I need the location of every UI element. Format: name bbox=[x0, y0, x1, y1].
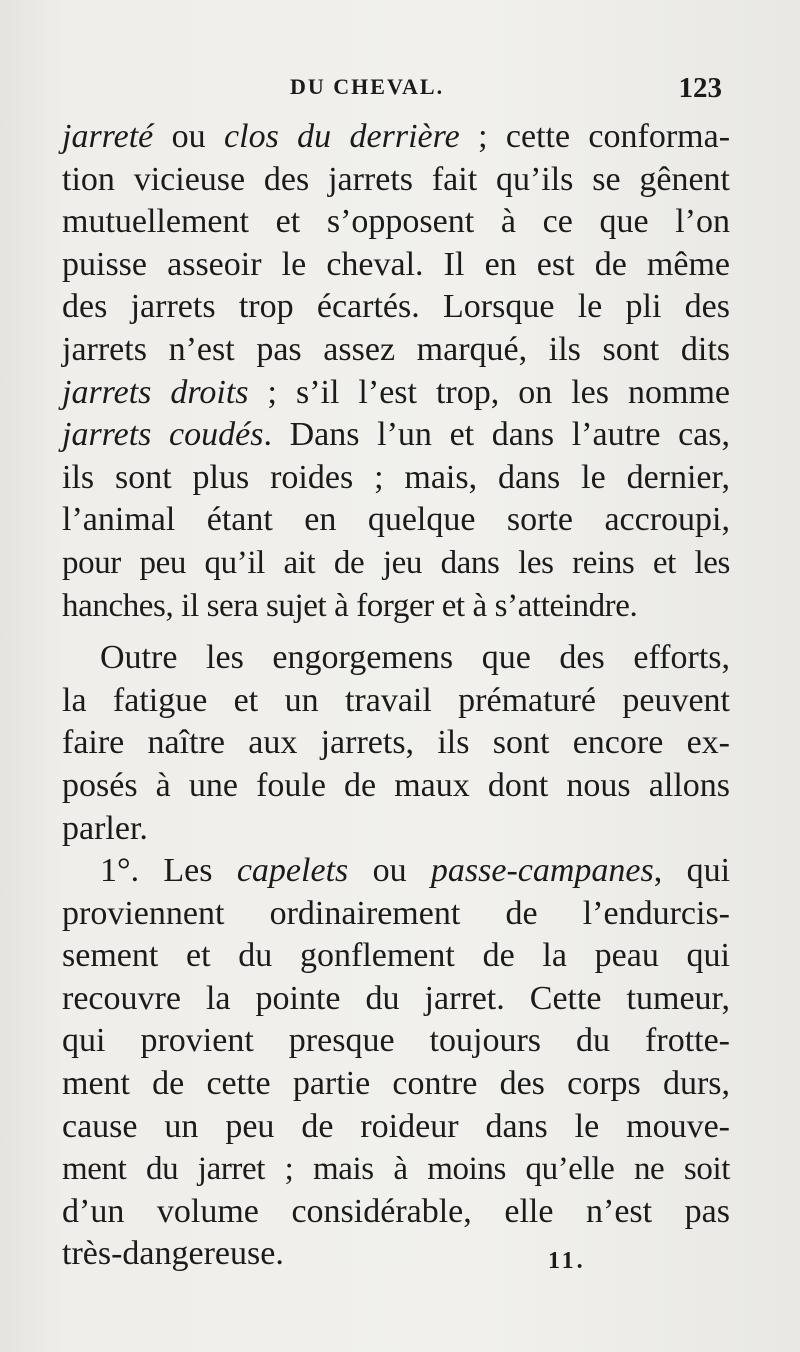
text-line: parler. bbox=[62, 809, 148, 847]
text-line: 1°. Les capelets ou passe-campanes, qui bbox=[100, 852, 731, 890]
text-line: puisse asseoir le cheval. Il en est de même bbox=[62, 245, 730, 283]
signature-mark: 11. bbox=[548, 1248, 586, 1274]
text-line: cause un peu de roideur dans le mouve- bbox=[62, 1107, 730, 1145]
text-line: mutuellement et s’opposent à ce que l’on bbox=[62, 203, 730, 241]
text-line: jarrets droits ; s’il l’est trop, on les nomme bbox=[62, 373, 730, 411]
page-header bbox=[62, 72, 722, 112]
text-line: d’un volume considérable, elle n’est pas bbox=[62, 1192, 730, 1230]
text-line: tion vicieuse des jarrets fait qu’ils se gênent bbox=[62, 160, 730, 198]
text-line: l’animal étant en quelque sorte accroupi, bbox=[62, 501, 730, 539]
text-line: Outre les engorgemens que des efforts, bbox=[100, 639, 730, 677]
text-line: ment du jarret ; mais à moins qu’elle ne soit bbox=[62, 1151, 730, 1188]
text-line: faire naître aux jarrets, ils sont encore ex- bbox=[62, 724, 730, 762]
text-line: proviennent ordinairement de l’endurcis- bbox=[62, 894, 730, 932]
text-line: recouvre la pointe du jarret. Cette tumeur, bbox=[62, 979, 730, 1017]
body-text bbox=[62, 116, 730, 1276]
text-line: jarrets n’est pas assez marqué, ils sont dits bbox=[62, 330, 730, 368]
text-line: qui provient presque toujours du frotte- bbox=[62, 1022, 730, 1060]
page-number: 123 bbox=[678, 72, 722, 104]
text-line: la fatigue et un travail prématuré peuvent bbox=[62, 681, 730, 719]
text-line: posés à une foule de maux dont nous allons bbox=[62, 766, 730, 804]
text-line: très-dangereuse. bbox=[62, 1235, 284, 1273]
text-line: hanches, il sera sujet à forger et à s’atteindre. bbox=[62, 587, 638, 624]
text-line: ment de cette partie contre des corps durs, bbox=[62, 1065, 730, 1103]
text-line: pour peu qu’il ait de jeu dans les reins et les bbox=[62, 544, 730, 581]
running-head: DU CHEVAL. bbox=[290, 74, 445, 99]
text-line: ils sont plus roides ; mais, dans le dernier, bbox=[62, 458, 730, 496]
text-line: jarreté ou clos du derrière ; cette conforma- bbox=[62, 118, 731, 155]
text-line: jarrets coudés. Dans l’un et dans l’autre cas, bbox=[62, 416, 730, 454]
text-line: sement et du gonflement de la peau qui bbox=[62, 937, 730, 975]
text-line: des jarrets trop écartés. Lorsque le pli des bbox=[62, 288, 730, 326]
